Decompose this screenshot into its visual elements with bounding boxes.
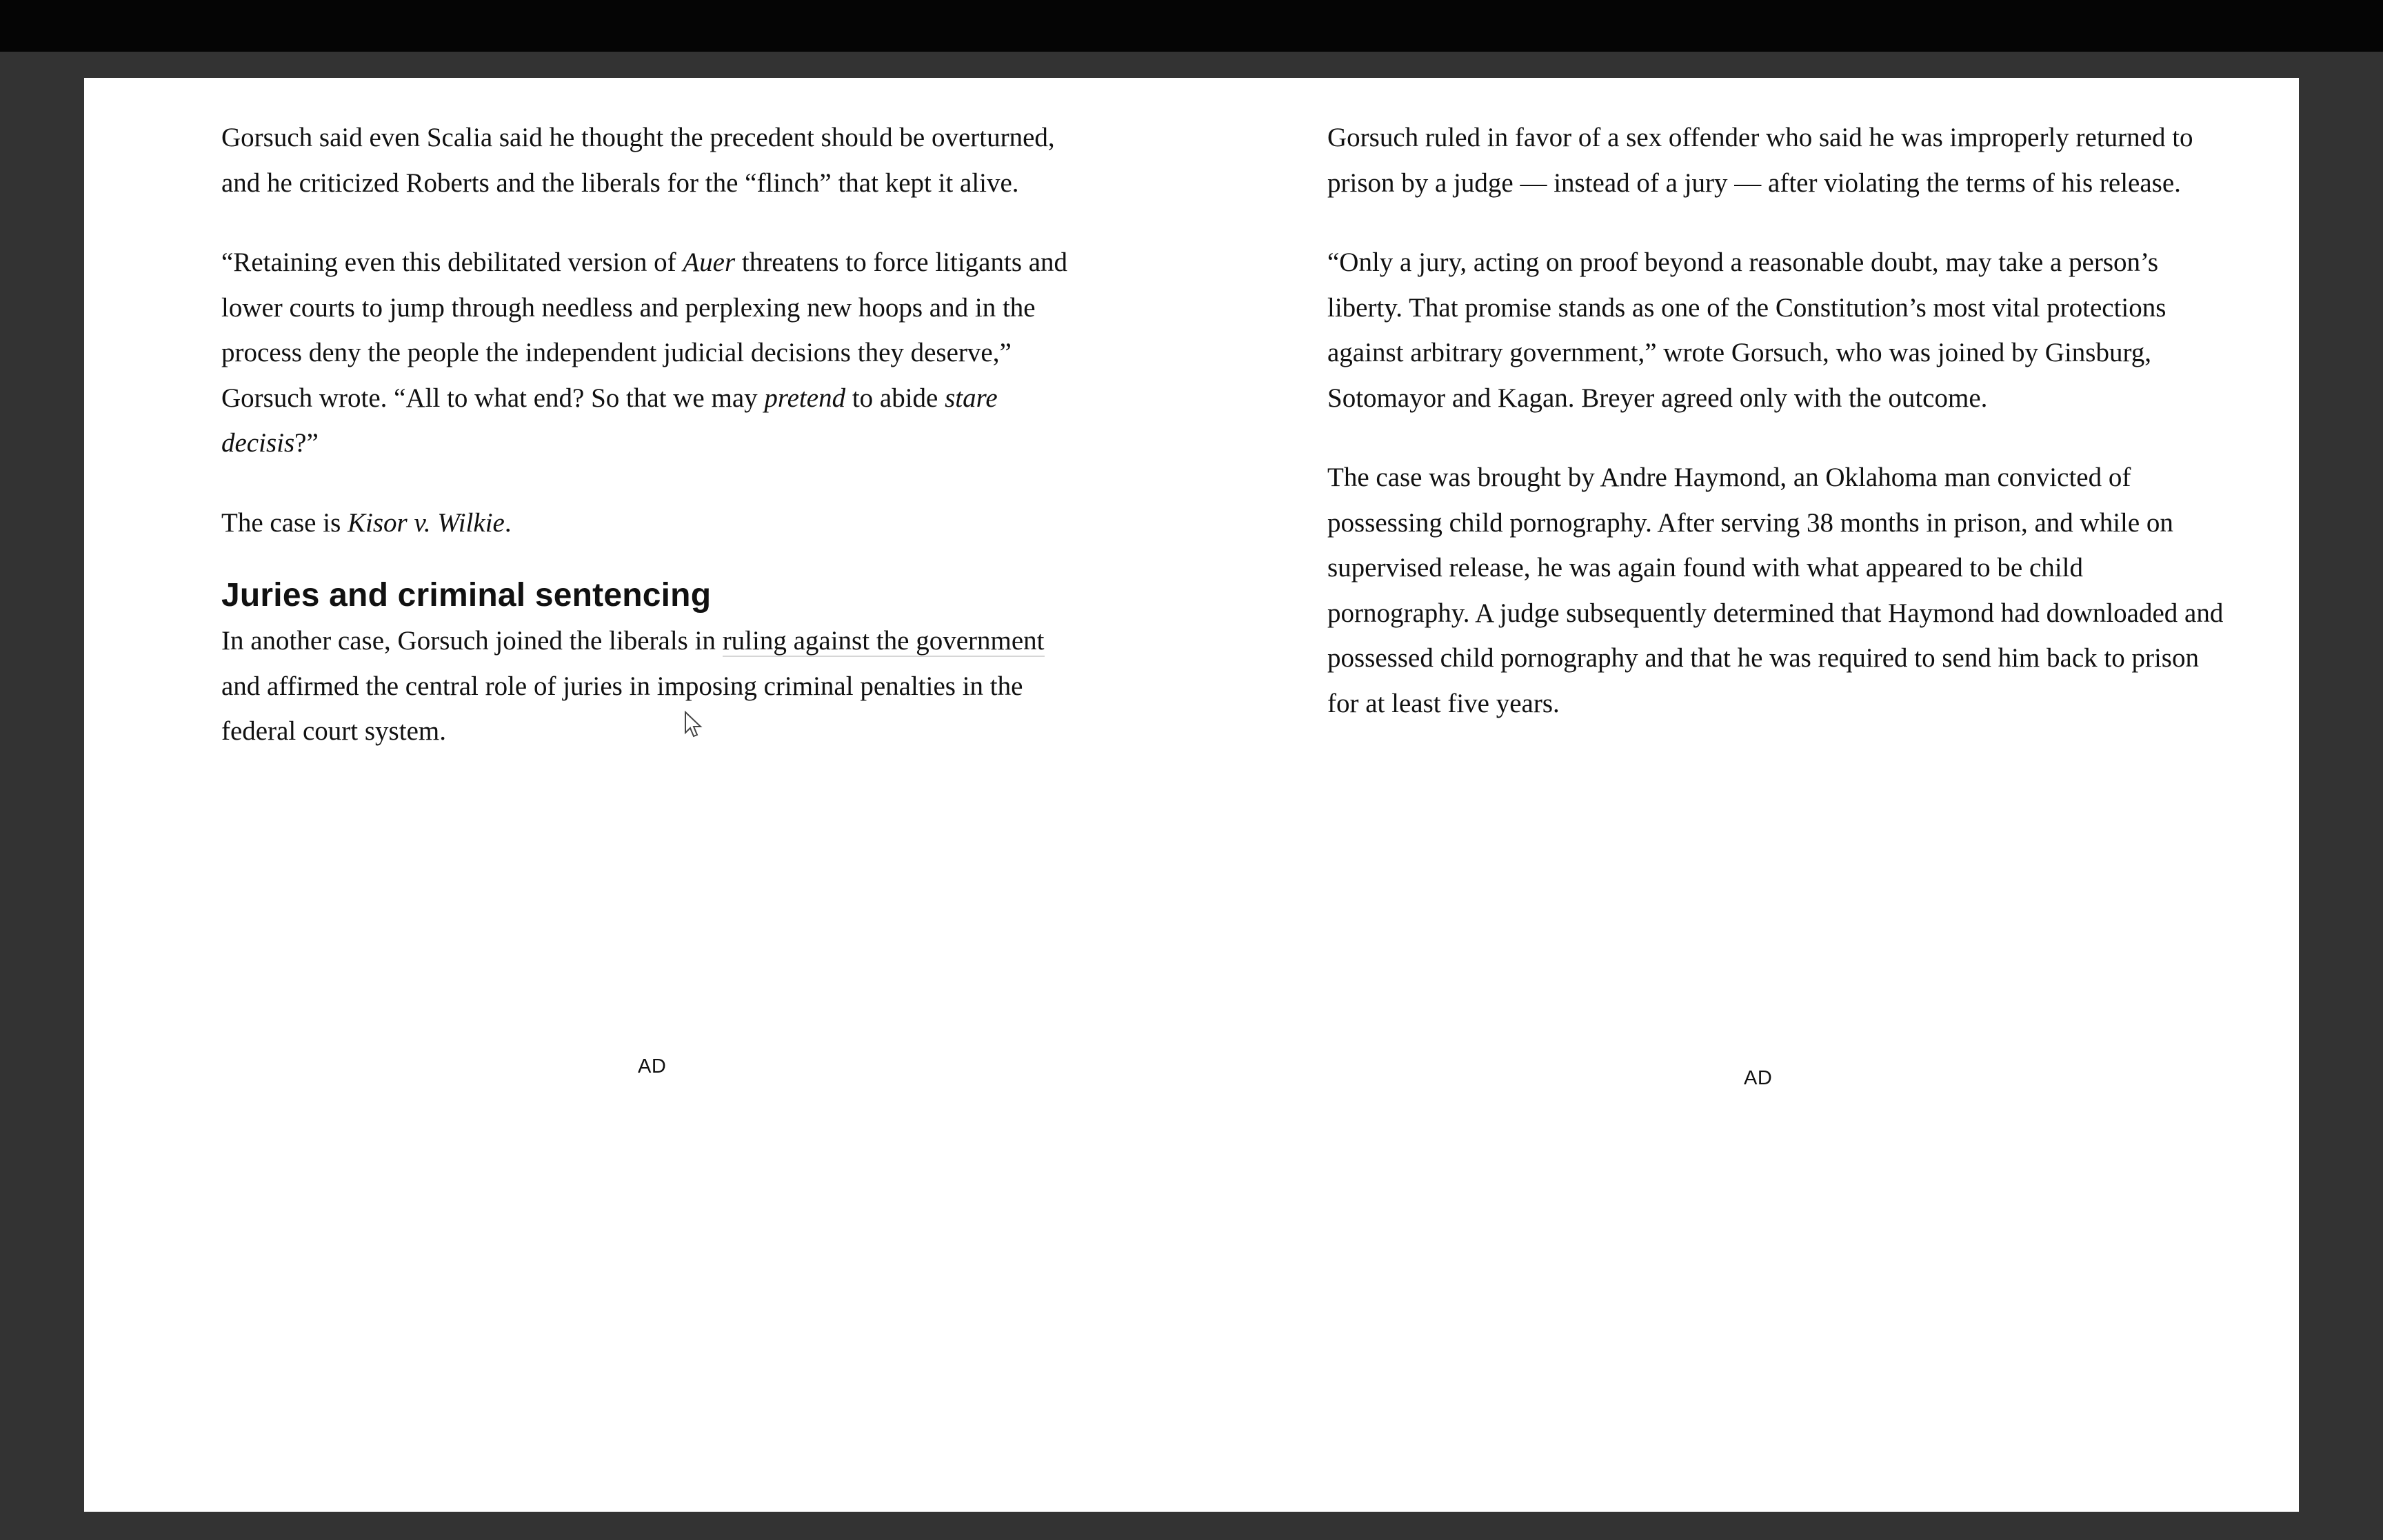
paragraph-juries: In another case, Gorsuch joined the liberals in ruling against the government and affirmed the central role of juries in imposing criminal penalties in the federal court system.	[221, 626, 1045, 746]
ad-label-right: AD	[1744, 1067, 1773, 1089]
article-page	[84, 78, 2299, 1512]
paragraph-scalia: Gorsuch said even Scalia said he thought the precedent should be overturned, and he criticized Roberts and the liberals for the “flinch” that kept it alive.	[221, 123, 1055, 198]
right-column	[1327, 115, 2224, 760]
ad-label-left: AD	[638, 1055, 667, 1077]
paragraph-sex-offender: Gorsuch ruled in favor of a sex offender who said he was improperly returned to prison by a judge — instead of a jury — after violating the terms of his release.	[1327, 123, 2193, 198]
paragraph-jury-quote: “Only a jury, acting on proof beyond a reasonable doubt, may take a person’s liberty. That promise stands as one of the Constitution’s most vital protections against arbitrary government,” wrote Gorsuch, who was joined by Ginsburg, Sotomayor and Kagan. Breyer agreed only with the outcome.	[1327, 247, 2166, 413]
paragraph-haymond: The case was brought by Andre Haymond, an Oklahoma man convicted of possessing child pornography. After serving 38 months in prison, and while on supervised release, he was again found with what appeared to be child pornography. A judge subsequently determined that Haymond had downloaded and possessed child pornography and that he was required to send him back to prison for at least five years.	[1327, 463, 2224, 718]
left-column	[221, 115, 1076, 789]
window-top-bar	[0, 0, 2383, 52]
ruling-link[interactable]: ruling against the government	[722, 626, 1045, 656]
section-heading: Juries and criminal sentencing	[221, 577, 712, 614]
mouse-pointer-icon	[684, 711, 703, 738]
paragraph-case-name: The case is Kisor v. Wilkie.	[221, 507, 512, 538]
paragraph-gorsuch-quote: “Retaining even this debilitated version of Auer threatens to force litigants and lower courts to jump through needless and perplexing new hoops and in the process deny the people the independent judicial decisions they deserve,” Gorsuch wrote. “All to what end? So that we may pretend to abide stare decisis?”	[221, 247, 1068, 458]
